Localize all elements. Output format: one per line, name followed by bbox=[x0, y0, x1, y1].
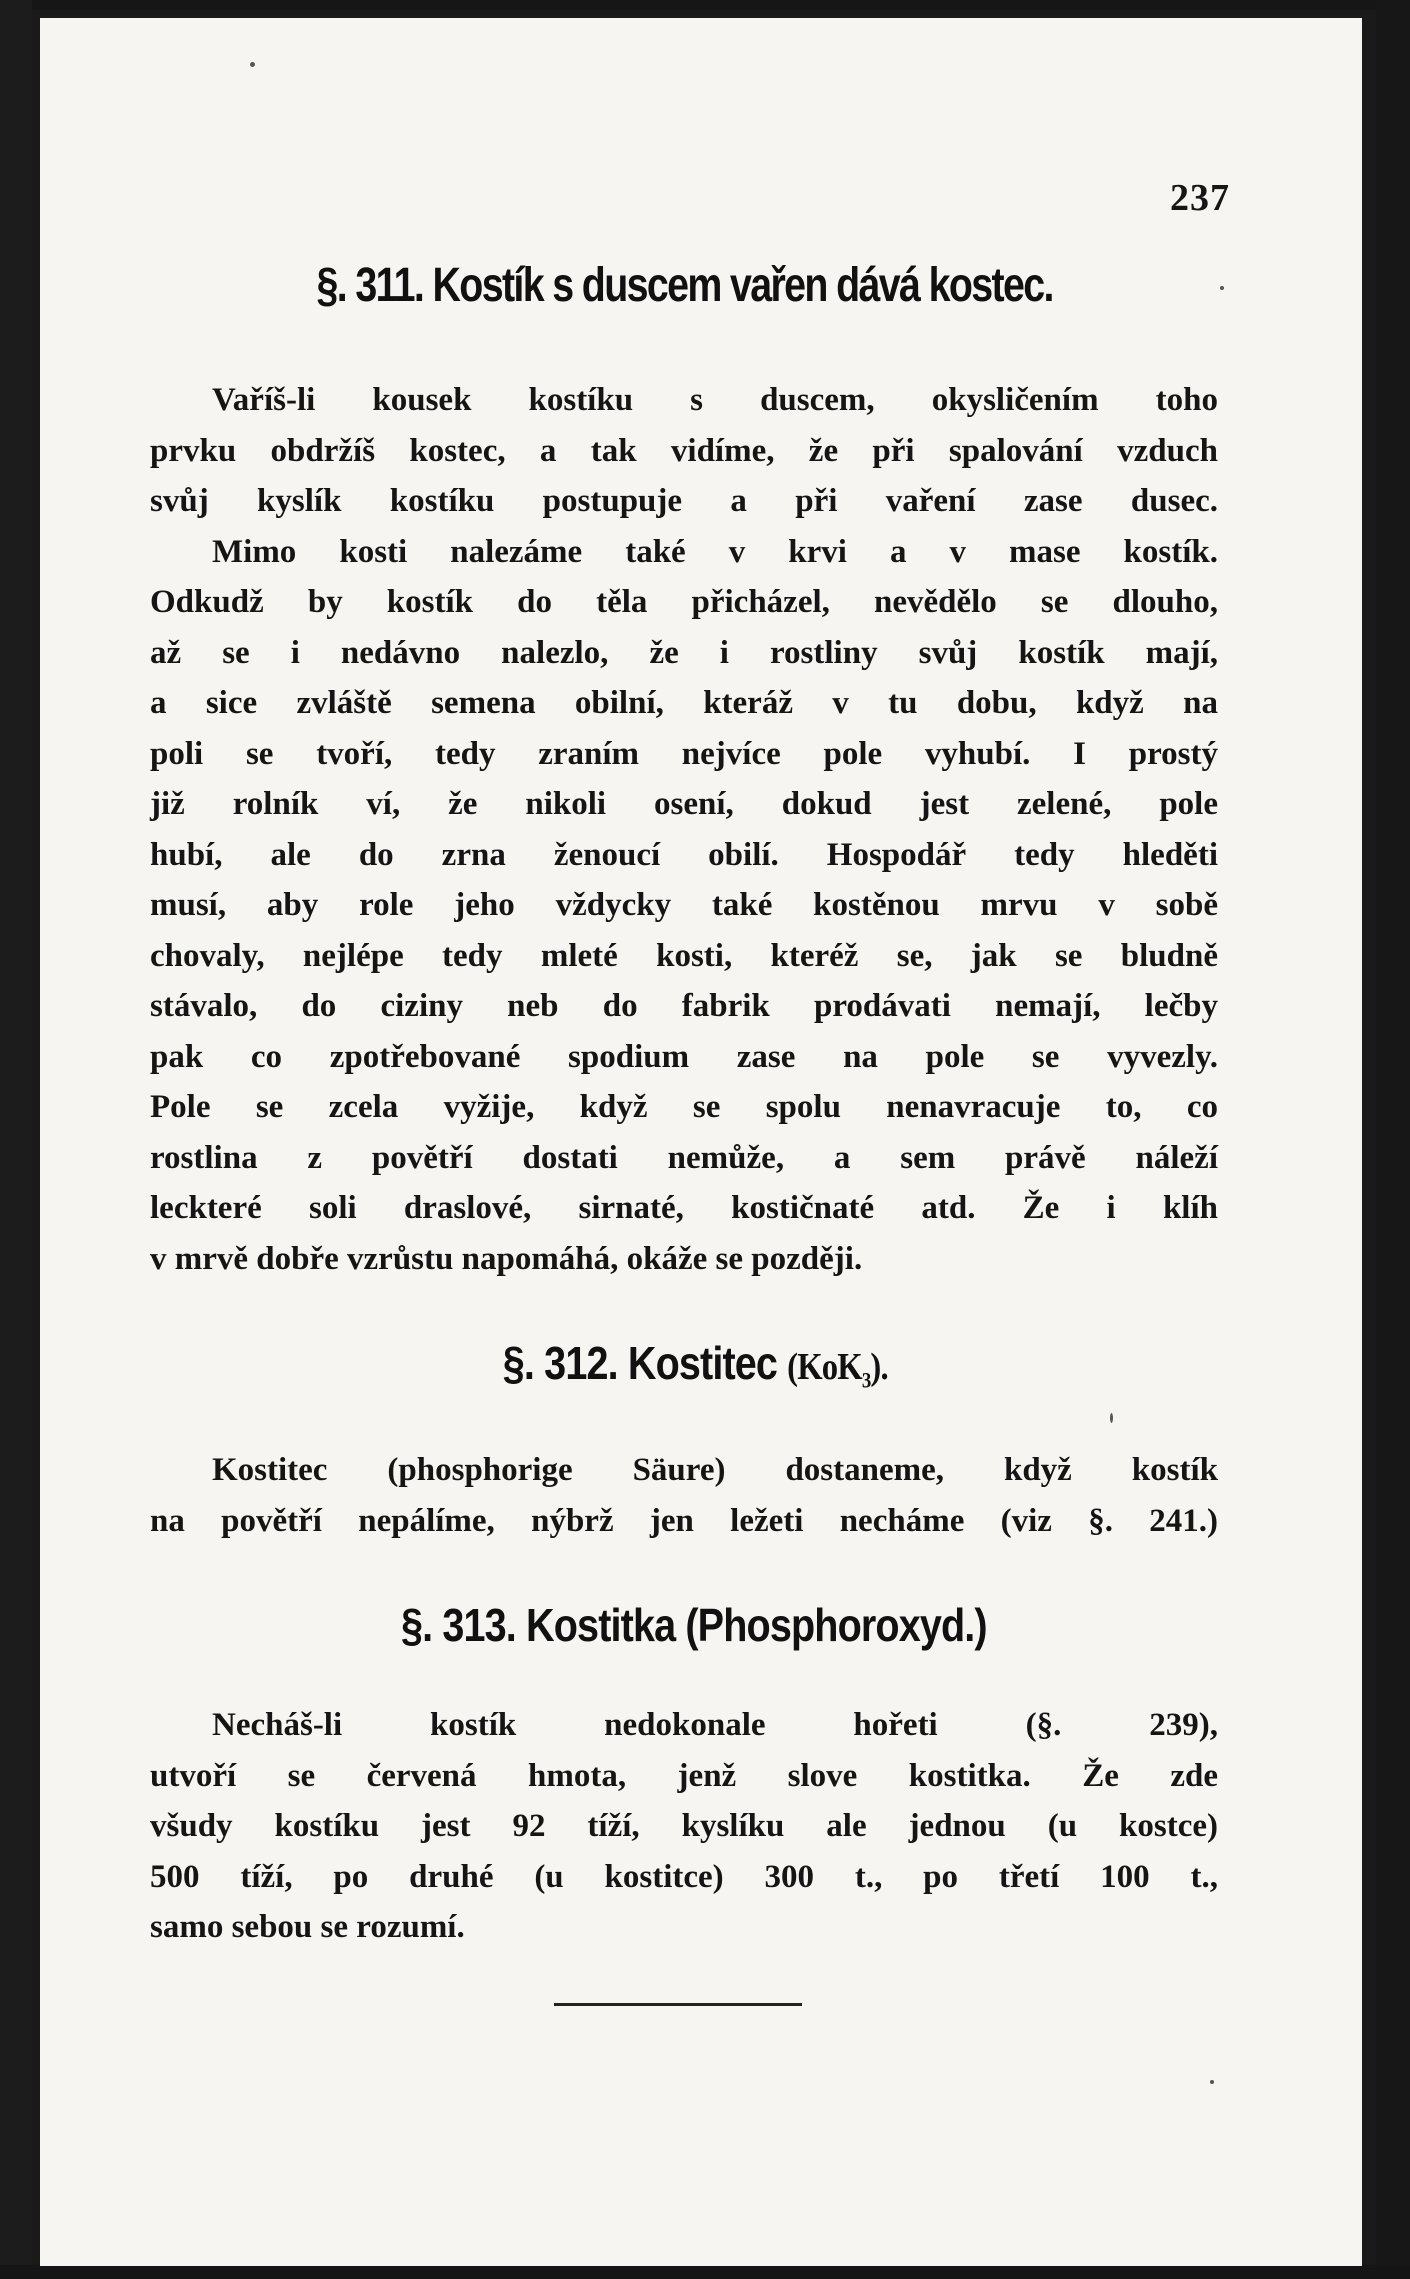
section-311-paragraph bbox=[150, 375, 1218, 1284]
paragraph-line: již rolník ví, že nikoli osení, dokud jest zelené, pole bbox=[150, 786, 1218, 822]
formula-end: ). bbox=[870, 1346, 888, 1388]
paragraph-line: Kostitec (phosphorige Säure) dostaneme, když kostík bbox=[212, 1452, 1218, 1488]
paragraph-line: leckteré soli draslové, sirnaté, kostičnaté atd. Že i klíh bbox=[150, 1190, 1218, 1226]
paragraph-line: Pole se zcela vyžije, když se spolu nenavracuje to, co bbox=[150, 1089, 1218, 1125]
book-page bbox=[40, 18, 1362, 2266]
paragraph-line: a sice zvláště semena obilní, kteráž v tu dobu, když na bbox=[150, 685, 1218, 721]
paragraph-line: prvku obdržíš kostec, a tak vidíme, že při spalování vzduch bbox=[150, 432, 1218, 469]
scan-border-bottom bbox=[0, 2265, 1410, 2279]
chemical-formula bbox=[787, 1346, 888, 1393]
scan-border-left bbox=[0, 0, 32, 2279]
paragraph-line: samo sebou se rozumí. bbox=[150, 1909, 465, 1945]
paragraph-line: Odkudž by kostík do těla přicházel, nevědělo se dlouho, bbox=[150, 584, 1218, 620]
paragraph-line: až se i nedávno nalezlo, že i rostliny svůj kostík mají, bbox=[150, 634, 1218, 671]
section-311-heading: §. 311. Kostík s duscem vařen dává kostec. bbox=[316, 259, 1053, 312]
scan-speck bbox=[250, 62, 255, 67]
paragraph-line: stávalo, do ciziny neb do fabrik prodávati nemají, lečby bbox=[150, 988, 1218, 1024]
paragraph-line: v mrvě dobře vzrůstu napomáhá, okáže se později. bbox=[150, 1240, 863, 1277]
paragraph-line: pak co zpotřebované spodium zase na pole se vyvezly. bbox=[150, 1038, 1218, 1075]
paragraph-line: chovaly, nejlépe tedy mleté kosti, kteréž se, jak se bludně bbox=[150, 937, 1218, 974]
page-number: 237 bbox=[1170, 177, 1230, 219]
formula-text: (KoK bbox=[787, 1346, 862, 1388]
scan-speck bbox=[1110, 1413, 1113, 1423]
paragraph-line: všudy kostíku jest 92 tíží, kyslíku ale jednou (u kostce) bbox=[150, 1808, 1218, 1844]
scan-border-top bbox=[0, 0, 1410, 10]
closing-rule bbox=[554, 2003, 802, 2006]
paragraph-line: na povětří nepálíme, nýbrž jen ležeti necháme (viz §. 241.) bbox=[150, 1502, 1218, 1539]
paragraph-line: Mimo kosti nalezáme také v krvi a v mase kostík. bbox=[212, 533, 1218, 570]
paragraph-line: Necháš-li kostík nedokonale hořeti (§. 239), bbox=[212, 1707, 1218, 1743]
paragraph-line: utvoří se červená hmota, jenž slove kostitka. Že zde bbox=[150, 1757, 1218, 1794]
scan-border-right bbox=[1376, 0, 1410, 2279]
section-313-heading: §. 313. Kostitka (Phosphoroxyd.) bbox=[400, 1599, 987, 1651]
paragraph-line: 500 tíží, po druhé (u kostitce) 300 t., po třetí 100 t., bbox=[150, 1858, 1218, 1895]
paragraph-line: svůj kyslík kostíku postupuje a při vaření zase dusec. bbox=[150, 483, 1218, 519]
paragraph-line: musí, aby role jeho vždycky také kostěnou mrvu v sobě bbox=[150, 887, 1218, 923]
scan-speck bbox=[1220, 286, 1224, 290]
section-313-paragraph bbox=[150, 1700, 1218, 1953]
paragraph-line: rostlina z povětří dostati nemůže, a sem právě náleží bbox=[150, 1139, 1218, 1176]
paragraph-line: hubí, ale do zrna ženoucí obilí. Hospodář tedy hleděti bbox=[150, 836, 1218, 873]
section-312-paragraph bbox=[150, 1445, 1218, 1546]
paragraph-line: poli se tvoří, tedy zraním nejvíce pole vyhubí. I prostý bbox=[150, 735, 1218, 772]
section-312-title: §. 312. Kostitec bbox=[502, 1337, 778, 1389]
section-312-heading bbox=[127, 1336, 1264, 1394]
scan-speck bbox=[1210, 2080, 1214, 2084]
formula-subscript: 3 bbox=[861, 1367, 871, 1393]
paragraph-line: Vaříš-li kousek kostíku s duscem, okysličením toho bbox=[212, 382, 1218, 418]
